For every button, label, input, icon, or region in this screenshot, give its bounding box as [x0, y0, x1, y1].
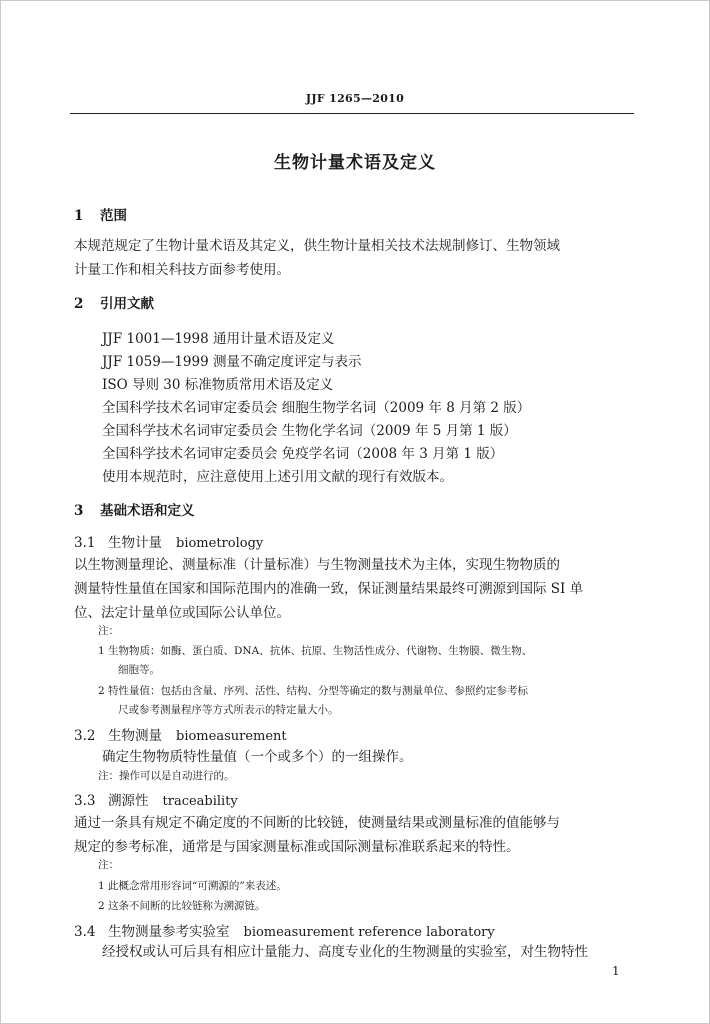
reference-item: ISO 导则 30 标准物质常用术语及定义 [102, 377, 334, 393]
section-heading-scope: 1 范围 [74, 208, 127, 224]
term-heading-biomeasurement-reference-laboratory: 3.4 生物测量参考实验室 biomeasurement reference laboratory [74, 924, 495, 940]
references-usage-note: 使用本规范时，应注意使用上述引用文献的现行有效版本。 [102, 469, 453, 485]
note-line: 2 特性量值：包括由含量、序列、活性、结构、分型等确定的数与测量单位、参照约定参考标 [98, 685, 529, 697]
note-line: 尺或参考测量程序等方式所表示的特定量大小。 [118, 704, 339, 716]
scope-paragraph-line-1: 本规范规定了生物计量术语及其定义，供生物计量相关技术法规制修订、生物领域 [74, 238, 560, 254]
section-heading-basic-terms: 3 基础术语和定义 [74, 503, 195, 519]
note-line: 1 此概念常用形容词“可溯源的”来表述。 [98, 880, 287, 892]
reference-item: 全国科学技术名词审定委员会 细胞生物学名词（2009 年 8 月第 2 版） [102, 400, 531, 416]
page-title: 生物计量术语及定义 [274, 153, 436, 173]
term-definition-line: 位、法定计量单位或国际公认单位。 [74, 605, 290, 621]
term-definition-line: 以生物测量理论、测量标准（计量标准）与生物测量技术为主体，实现生物物质的 [74, 557, 560, 573]
standard-code: JJF 1265—2010 [305, 92, 405, 105]
reference-item: 全国科学技术名词审定委员会 免疫学名词（2008 年 3 月第 1 版） [102, 446, 504, 462]
term-heading-traceability: 3.3 溯源性 traceability [74, 793, 238, 809]
page-number: 1 [612, 964, 620, 978]
term-definition-line: 规定的参考标准，通常是与国家测量标准或国际测量标准联系起来的特性。 [74, 839, 520, 855]
reference-item: JJF 1059—1999 测量不确定度评定与表示 [102, 354, 362, 370]
header-divider [70, 113, 634, 114]
note-line: 细胞等。 [118, 664, 160, 676]
term-heading-biometrology: 3.1 生物计量 biometrology [74, 535, 264, 551]
reference-item: JJF 1001—1998 通用计量术语及定义 [102, 331, 335, 347]
note-label: 注： [98, 625, 119, 637]
term-definition-line: 确定生物物质特性量值（一个或多个）的一组操作。 [102, 749, 413, 765]
term-definition-line: 测量特性量值在国家和国际范围内的准确一致，保证测量结果最终可溯源到国际 SI 单 [74, 581, 584, 597]
term-definition-line: 经授权或认可后具有相应计量能力、高度专业化的生物测量的实验室，对生物特性 [102, 944, 588, 960]
term-definition-line: 通过一条具有规定不确定度的不间断的比较链，使测量结果或测量标准的值能够与 [74, 815, 560, 831]
note-label: 注： [98, 859, 119, 871]
note-line: 注：操作可以是自动进行的。 [98, 770, 235, 782]
reference-item: 全国科学技术名词审定委员会 生物化学名词（2009 年 5 月第 1 版） [102, 423, 517, 439]
section-heading-references: 2 引用文献 [74, 296, 154, 312]
note-line: 1 生物物质：如酶、蛋白质、DNA、抗体、抗原、生物活性成分、代谢物、生物膜、微生物、 [98, 645, 533, 657]
note-line: 2 这条不间断的比较链称为溯源链。 [98, 900, 266, 912]
scope-paragraph-line-2: 计量工作和相关科技方面参考使用。 [74, 262, 290, 278]
term-heading-biomeasurement: 3.2 生物测量 biomeasurement [74, 728, 287, 744]
